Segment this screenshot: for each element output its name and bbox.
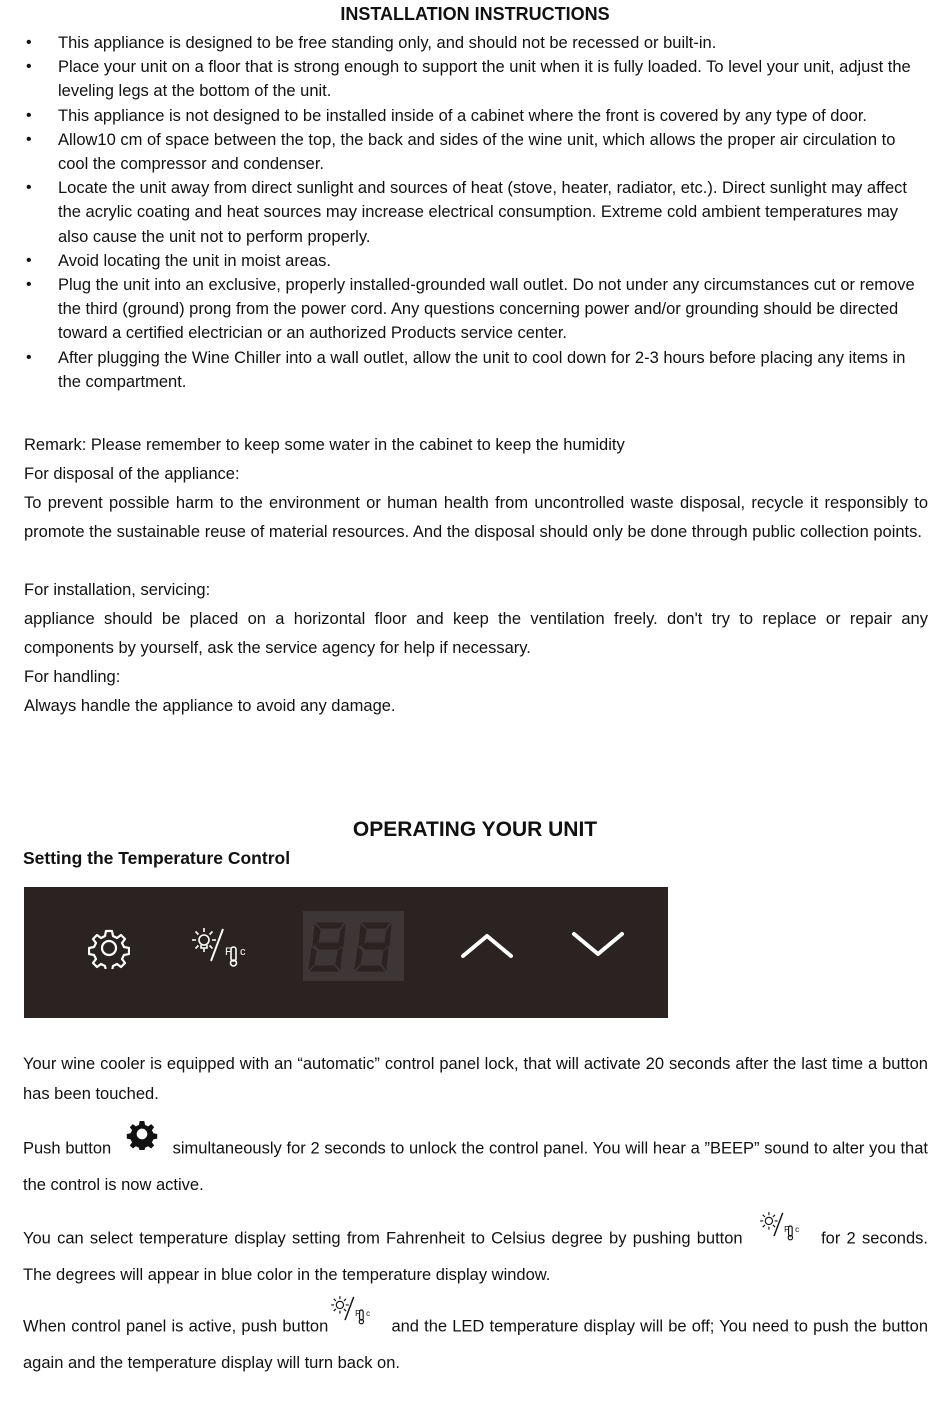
svg-text:c: c (240, 946, 246, 958)
svg-text:c: c (366, 1308, 371, 1318)
installation-bullet-list (24, 31, 930, 394)
list-item: • Place your unit on a floor that is strong enough to support the unit when it is fully loaded. To level your unit, adjust the leveling legs at the bottom of the unit. (24, 55, 930, 103)
unit-toggle-paragraph (23, 1218, 928, 1290)
installation-title: INSTALLATION INSTRUCTIONS (340, 4, 610, 24)
chevron-down-icon (571, 929, 625, 964)
svg-text:F: F (355, 1308, 361, 1318)
light-temperature-unit-icon (757, 1210, 807, 1253)
list-item: • Plug the unit into an exclusive, properly installed-grounded wall outlet. Do not under any circumstances cut or remove the third (ground) prong from the power cord. Any questions concerning power and/or grounding should be directed toward a certified electrician or an authorized Products service center. (24, 273, 930, 346)
operating-subtitle: Setting the Temperature Control (23, 848, 291, 868)
list-item: • This appliance is designed to be free standing only, and should not be recessed or built-in. (24, 31, 930, 55)
unlock-paragraph (23, 1128, 928, 1200)
list-item: • Locate the unit away from direct sunlight and sources of heat (stove, heater, radiator, etc.). Direct sunlight may affect the acrylic coating and heat sources may increase electrical consumption. Extreme cold ambient temperatures may also cause the unit not to perform properly. (24, 176, 930, 249)
unlock-text-after: simultaneously for 2 seconds to unlock the control panel. You will hear a ”BEEP” sound to alter you that the control is now active. (23, 1139, 928, 1194)
light-temperature-unit-icon (189, 925, 255, 974)
unlock-text-before: Push button (23, 1139, 112, 1158)
auto-lock-paragraph: Your wine cooler is equipped with an “automatic” control panel lock, that will activate 20 seconds after the last time a button has been touched. (23, 1055, 928, 1103)
chevron-up-icon (460, 931, 514, 966)
display-off-paragraph (23, 1306, 928, 1378)
remark-text: Remark: Please remember to keep some water in the cabinet to keep the humidity (24, 436, 625, 454)
list-item: • Allow10 cm of space between the top, the back and sides of the wine unit, which allows the proper air circulation to cool the compressor and condenser. (24, 128, 930, 176)
disposal-heading: For disposal of the appliance: (24, 465, 240, 483)
display-off-text-after: and the LED temperature display will be off; You need to push the button again and the temperature display will turn back on. (23, 1317, 928, 1372)
list-item: • This appliance is not designed to be installed inside of a cabinet where the front is covered by any type of door. (24, 104, 930, 128)
unit-toggle-text-before: You can select temperature display setting from Fahrenheit to Celsius degree by pushing button (23, 1229, 743, 1248)
svg-text:F: F (784, 1224, 789, 1234)
gear-icon (126, 1118, 158, 1161)
servicing-text: appliance should be placed on a horizontal floor and keep the ventilation freely. don't try to replace or repair any components by yourself, ask the service agency for help if necessary. (24, 610, 928, 657)
light-temperature-unit-icon (328, 1294, 378, 1337)
disposal-text: To prevent possible harm to the environment or human health from uncontrolled waste disposal, recycle it responsibly to promote the sustainable reuse of material resources. And the disposal should only be done through public collection points. (24, 494, 928, 541)
list-item: • After plugging the Wine Chiller into a wall outlet, allow the unit to cool down for 2-3 hours before placing any items in the compartment. (24, 346, 930, 394)
operating-title: OPERATING YOUR UNIT (352, 818, 598, 841)
handling-heading: For handling: (24, 668, 121, 686)
unit-toggle-text-after: for 2 seconds. The degrees will appear in blue color in the temperature display window. (23, 1229, 928, 1284)
servicing-heading: For installation, servicing: (24, 581, 211, 599)
gear-icon (88, 927, 130, 974)
control-panel-image (24, 887, 668, 1018)
svg-text:c: c (794, 1224, 799, 1234)
display-off-text-before: When control panel is active, push button (23, 1317, 329, 1336)
svg-text:F: F (225, 946, 232, 958)
handling-text: Always handle the appliance to avoid any damage. (24, 697, 396, 715)
list-item: • Avoid locating the unit in moist areas. (24, 249, 930, 273)
digit-display (303, 911, 404, 981)
